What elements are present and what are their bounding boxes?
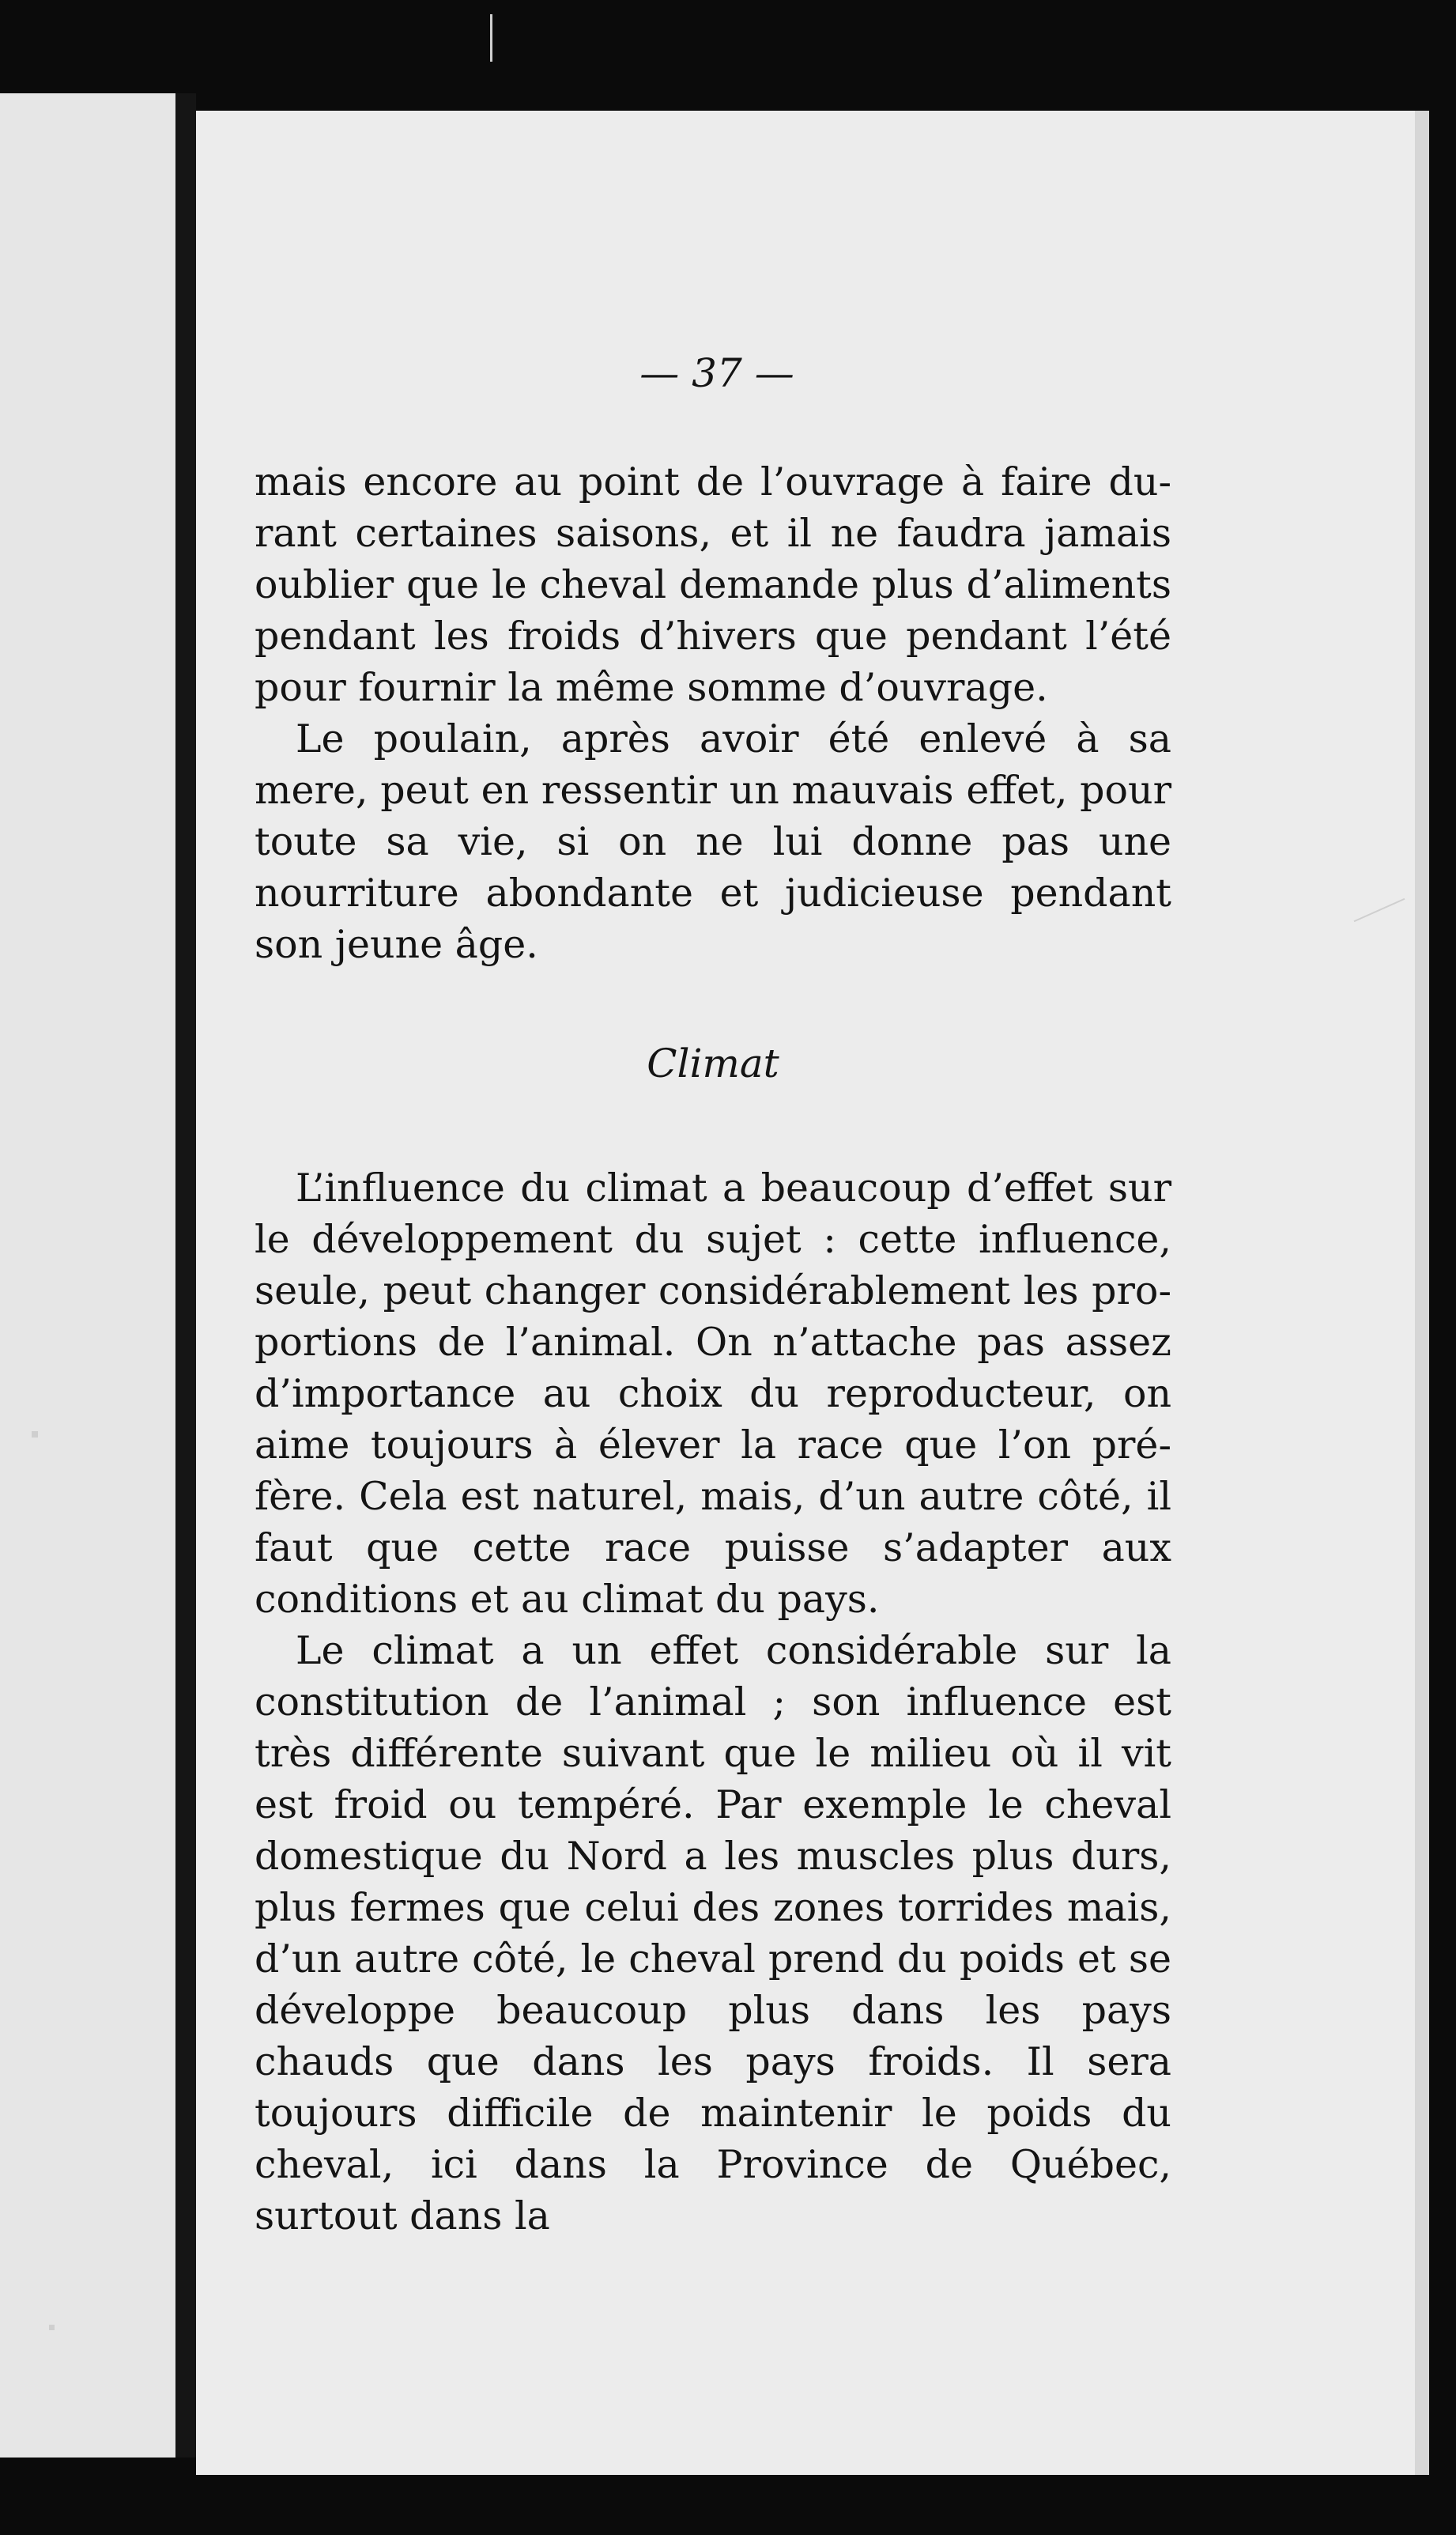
- scan-speck: [32, 1431, 38, 1438]
- paragraph: mais encore au point de l’ouvrage à faire durant certaines saisons, et il ne faudra jamais oublier que le cheval demande plus d’aliments pendant les froids d’hivers que pendant l’été pour fournir la même somme d’ouvrage.: [255, 459, 1171, 710]
- page-number: — 37 —: [639, 350, 794, 396]
- paragraph: L’influence du climat a beaucoup d’effet sur le développement du sujet : cette influence, seule, peut changer considérablement les proportions de l’animal. On n’attache pas assez d’importance au choix du reproducteur, on aime toujours à élever la race que l’on préfère. Cela est naturel, mais, d’un autre côté, il faut que cette race puisse s’adapter aux conditions et au climat du pays.: [255, 1165, 1171, 1622]
- scan-speck: [49, 2325, 55, 2330]
- scan-speck: [490, 14, 492, 62]
- book-gutter: [175, 93, 196, 2458]
- section-heading: Climat: [647, 1041, 779, 1086]
- paragraph: Le poulain, après avoir été enlevé à sa mere, peut en ressentir un mauvais effet, pour toute sa vie, si on ne lui donne pas une nourriture abondante et judicieuse pendant son jeune âge.: [255, 716, 1171, 967]
- left-page-edge: [0, 93, 175, 2458]
- page-text: [255, 348, 1171, 2242]
- paragraph: Le climat a un effet considérable sur la constitution de l’animal ; son influence est très différente suivant que le milieu où il vit est froid ou tempéré. Par exemple le cheval domestique du Nord a les muscles plus durs, plus fermes que celui des zones torrides mais, d’un autre côté, le cheval prend du poids et se développe beaucoup plus dans les pays chauds que dans les pays froids. Il sera toujours difficile de maintenir le poids du cheval, ici dans la Province de Québec, surtout dans la: [255, 1628, 1171, 2238]
